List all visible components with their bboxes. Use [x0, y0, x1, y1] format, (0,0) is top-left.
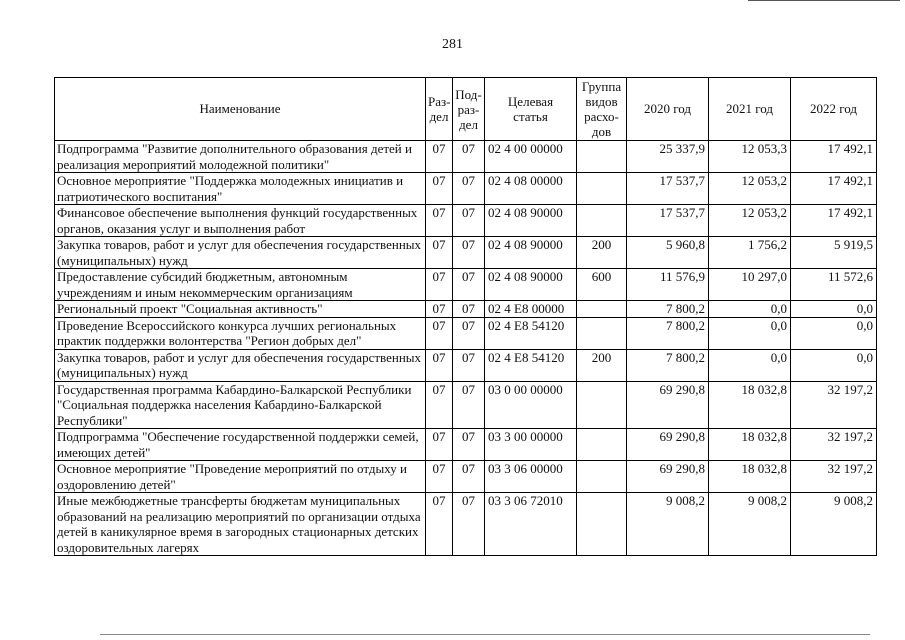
cell-name: Подпрограмма "Обеспечение государственной поддержки семей, имеющих детей" [55, 429, 426, 461]
cell-target: 02 4 08 90000 [485, 237, 577, 269]
col-header-razdel: Раз- дел [426, 78, 453, 141]
cell-y2020: 9 008,2 [627, 493, 709, 556]
cell-name: Финансовое обеспечение выполнения функций государственных органов, оказания услуг и выполнения работ [55, 205, 426, 237]
col-header-2020: 2020 год [627, 78, 709, 141]
cell-y2021: 9 008,2 [709, 493, 791, 556]
cell-razdel: 07 [426, 461, 453, 493]
cell-group [577, 381, 627, 429]
cell-razdel: 07 [426, 429, 453, 461]
cell-y2021: 0,0 [709, 317, 791, 349]
table-row [55, 429, 877, 461]
cell-razdel: 07 [426, 141, 453, 173]
cell-podrazdel: 07 [453, 237, 485, 269]
cell-target: 02 4 08 90000 [485, 205, 577, 237]
col-header-group: Группа видов расхо- дов [577, 78, 627, 141]
cell-y2021: 1 756,2 [709, 237, 791, 269]
table-row [55, 301, 877, 318]
col-header-target: Целевая статья [485, 78, 577, 141]
cell-razdel: 07 [426, 349, 453, 381]
table-row [55, 205, 877, 237]
table-row [55, 349, 877, 381]
cell-name: Государственная программа Кабардино-Балкарской Республики "Социальная поддержка населения Кабардино-Балкарской Республики" [55, 381, 426, 429]
cell-y2020: 69 290,8 [627, 381, 709, 429]
cell-podrazdel: 07 [453, 349, 485, 381]
cell-y2021: 10 297,0 [709, 269, 791, 301]
cell-name: Основное мероприятие "Проведение мероприятий по отдыху и оздоровлению детей" [55, 461, 426, 493]
cell-podrazdel: 07 [453, 269, 485, 301]
cell-group: 600 [577, 269, 627, 301]
cell-podrazdel: 07 [453, 461, 485, 493]
budget-table [54, 77, 877, 556]
cell-name: Подпрограмма "Развитие дополнительного образования детей и реализация мероприятий молодежной политики" [55, 141, 426, 173]
cell-group [577, 173, 627, 205]
cell-y2020: 11 576,9 [627, 269, 709, 301]
cell-group [577, 461, 627, 493]
table-header-row [55, 78, 877, 141]
cell-y2022: 0,0 [791, 301, 877, 318]
col-header-2022: 2022 год [791, 78, 877, 141]
col-header-2021: 2021 год [709, 78, 791, 141]
cell-group [577, 205, 627, 237]
cell-y2020: 7 800,2 [627, 301, 709, 318]
cell-podrazdel: 07 [453, 141, 485, 173]
cell-podrazdel: 07 [453, 381, 485, 429]
cell-razdel: 07 [426, 269, 453, 301]
cell-podrazdel: 07 [453, 173, 485, 205]
cell-y2021: 18 032,8 [709, 461, 791, 493]
table-row [55, 269, 877, 301]
cell-y2020: 7 800,2 [627, 317, 709, 349]
table-row [55, 317, 877, 349]
cell-y2021: 18 032,8 [709, 429, 791, 461]
cell-y2022: 17 492,1 [791, 141, 877, 173]
cell-y2021: 12 053,3 [709, 141, 791, 173]
table-row [55, 173, 877, 205]
cell-razdel: 07 [426, 205, 453, 237]
cell-y2022: 32 197,2 [791, 429, 877, 461]
cell-target: 02 4 08 00000 [485, 173, 577, 205]
cell-podrazdel: 07 [453, 493, 485, 556]
cell-y2022: 5 919,5 [791, 237, 877, 269]
cell-group [577, 317, 627, 349]
cell-target: 03 3 06 00000 [485, 461, 577, 493]
cell-y2021: 12 053,2 [709, 173, 791, 205]
table-row [55, 461, 877, 493]
cell-target: 02 4 08 90000 [485, 269, 577, 301]
cell-razdel: 07 [426, 237, 453, 269]
cell-y2021: 18 032,8 [709, 381, 791, 429]
cell-razdel: 07 [426, 173, 453, 205]
cell-y2020: 5 960,8 [627, 237, 709, 269]
cell-group [577, 429, 627, 461]
cell-y2022: 0,0 [791, 317, 877, 349]
bottom-rule [100, 634, 870, 635]
cell-podrazdel: 07 [453, 317, 485, 349]
cell-target: 02 4 E8 54120 [485, 349, 577, 381]
col-header-name: Наименование [55, 78, 426, 141]
cell-razdel: 07 [426, 493, 453, 556]
cell-y2022: 0,0 [791, 349, 877, 381]
page-number: 281 [442, 37, 463, 52]
col-header-podrazdel: Под- раз- дел [453, 78, 485, 141]
cell-y2022: 17 492,1 [791, 173, 877, 205]
cell-target: 02 4 E8 54120 [485, 317, 577, 349]
table-row [55, 381, 877, 429]
cell-group: 200 [577, 237, 627, 269]
cell-target: 03 3 00 00000 [485, 429, 577, 461]
cell-podrazdel: 07 [453, 301, 485, 318]
cell-y2021: 12 053,2 [709, 205, 791, 237]
cell-name: Проведение Всероссийского конкурса лучших региональных практик поддержки волонтерства "Регион добрых дел" [55, 317, 426, 349]
cell-y2020: 17 537,7 [627, 205, 709, 237]
cell-y2020: 17 537,7 [627, 173, 709, 205]
cell-y2020: 69 290,8 [627, 461, 709, 493]
cell-group [577, 301, 627, 318]
cell-name: Закупка товаров, работ и услуг для обеспечения государственных (муниципальных) нужд [55, 349, 426, 381]
cell-name: Региональный проект "Социальная активность" [55, 301, 426, 318]
cell-group [577, 141, 627, 173]
cell-target: 03 0 00 00000 [485, 381, 577, 429]
cell-name: Закупка товаров, работ и услуг для обеспечения государственных (муниципальных) нужд [55, 237, 426, 269]
cell-target: 03 3 06 72010 [485, 493, 577, 556]
cell-y2021: 0,0 [709, 301, 791, 318]
cell-y2022: 32 197,2 [791, 381, 877, 429]
cell-group: 200 [577, 349, 627, 381]
cell-name: Иные межбюджетные трансферты бюджетам муниципальных образований на реализацию мероприятий по организации отдыха детей в каникулярное время в загородных стационарных детских оздоровительных лагерях [55, 493, 426, 556]
cell-y2020: 25 337,9 [627, 141, 709, 173]
cell-y2022: 11 572,6 [791, 269, 877, 301]
cell-razdel: 07 [426, 381, 453, 429]
cell-group [577, 493, 627, 556]
cell-name: Предоставление субсидий бюджетным, автономным учреждениям и иным некоммерческим организациям [55, 269, 426, 301]
table-row [55, 493, 877, 556]
cell-target: 02 4 E8 00000 [485, 301, 577, 318]
cell-y2020: 7 800,2 [627, 349, 709, 381]
cell-name: Основное мероприятие "Поддержка молодежных инициатив и патриотического воспитания" [55, 173, 426, 205]
top-rule [748, 0, 900, 1]
cell-y2022: 9 008,2 [791, 493, 877, 556]
cell-target: 02 4 00 00000 [485, 141, 577, 173]
cell-podrazdel: 07 [453, 205, 485, 237]
cell-y2021: 0,0 [709, 349, 791, 381]
cell-y2022: 32 197,2 [791, 461, 877, 493]
cell-podrazdel: 07 [453, 429, 485, 461]
cell-y2020: 69 290,8 [627, 429, 709, 461]
table-row [55, 237, 877, 269]
cell-y2022: 17 492,1 [791, 205, 877, 237]
cell-razdel: 07 [426, 301, 453, 318]
cell-razdel: 07 [426, 317, 453, 349]
table-row [55, 141, 877, 173]
